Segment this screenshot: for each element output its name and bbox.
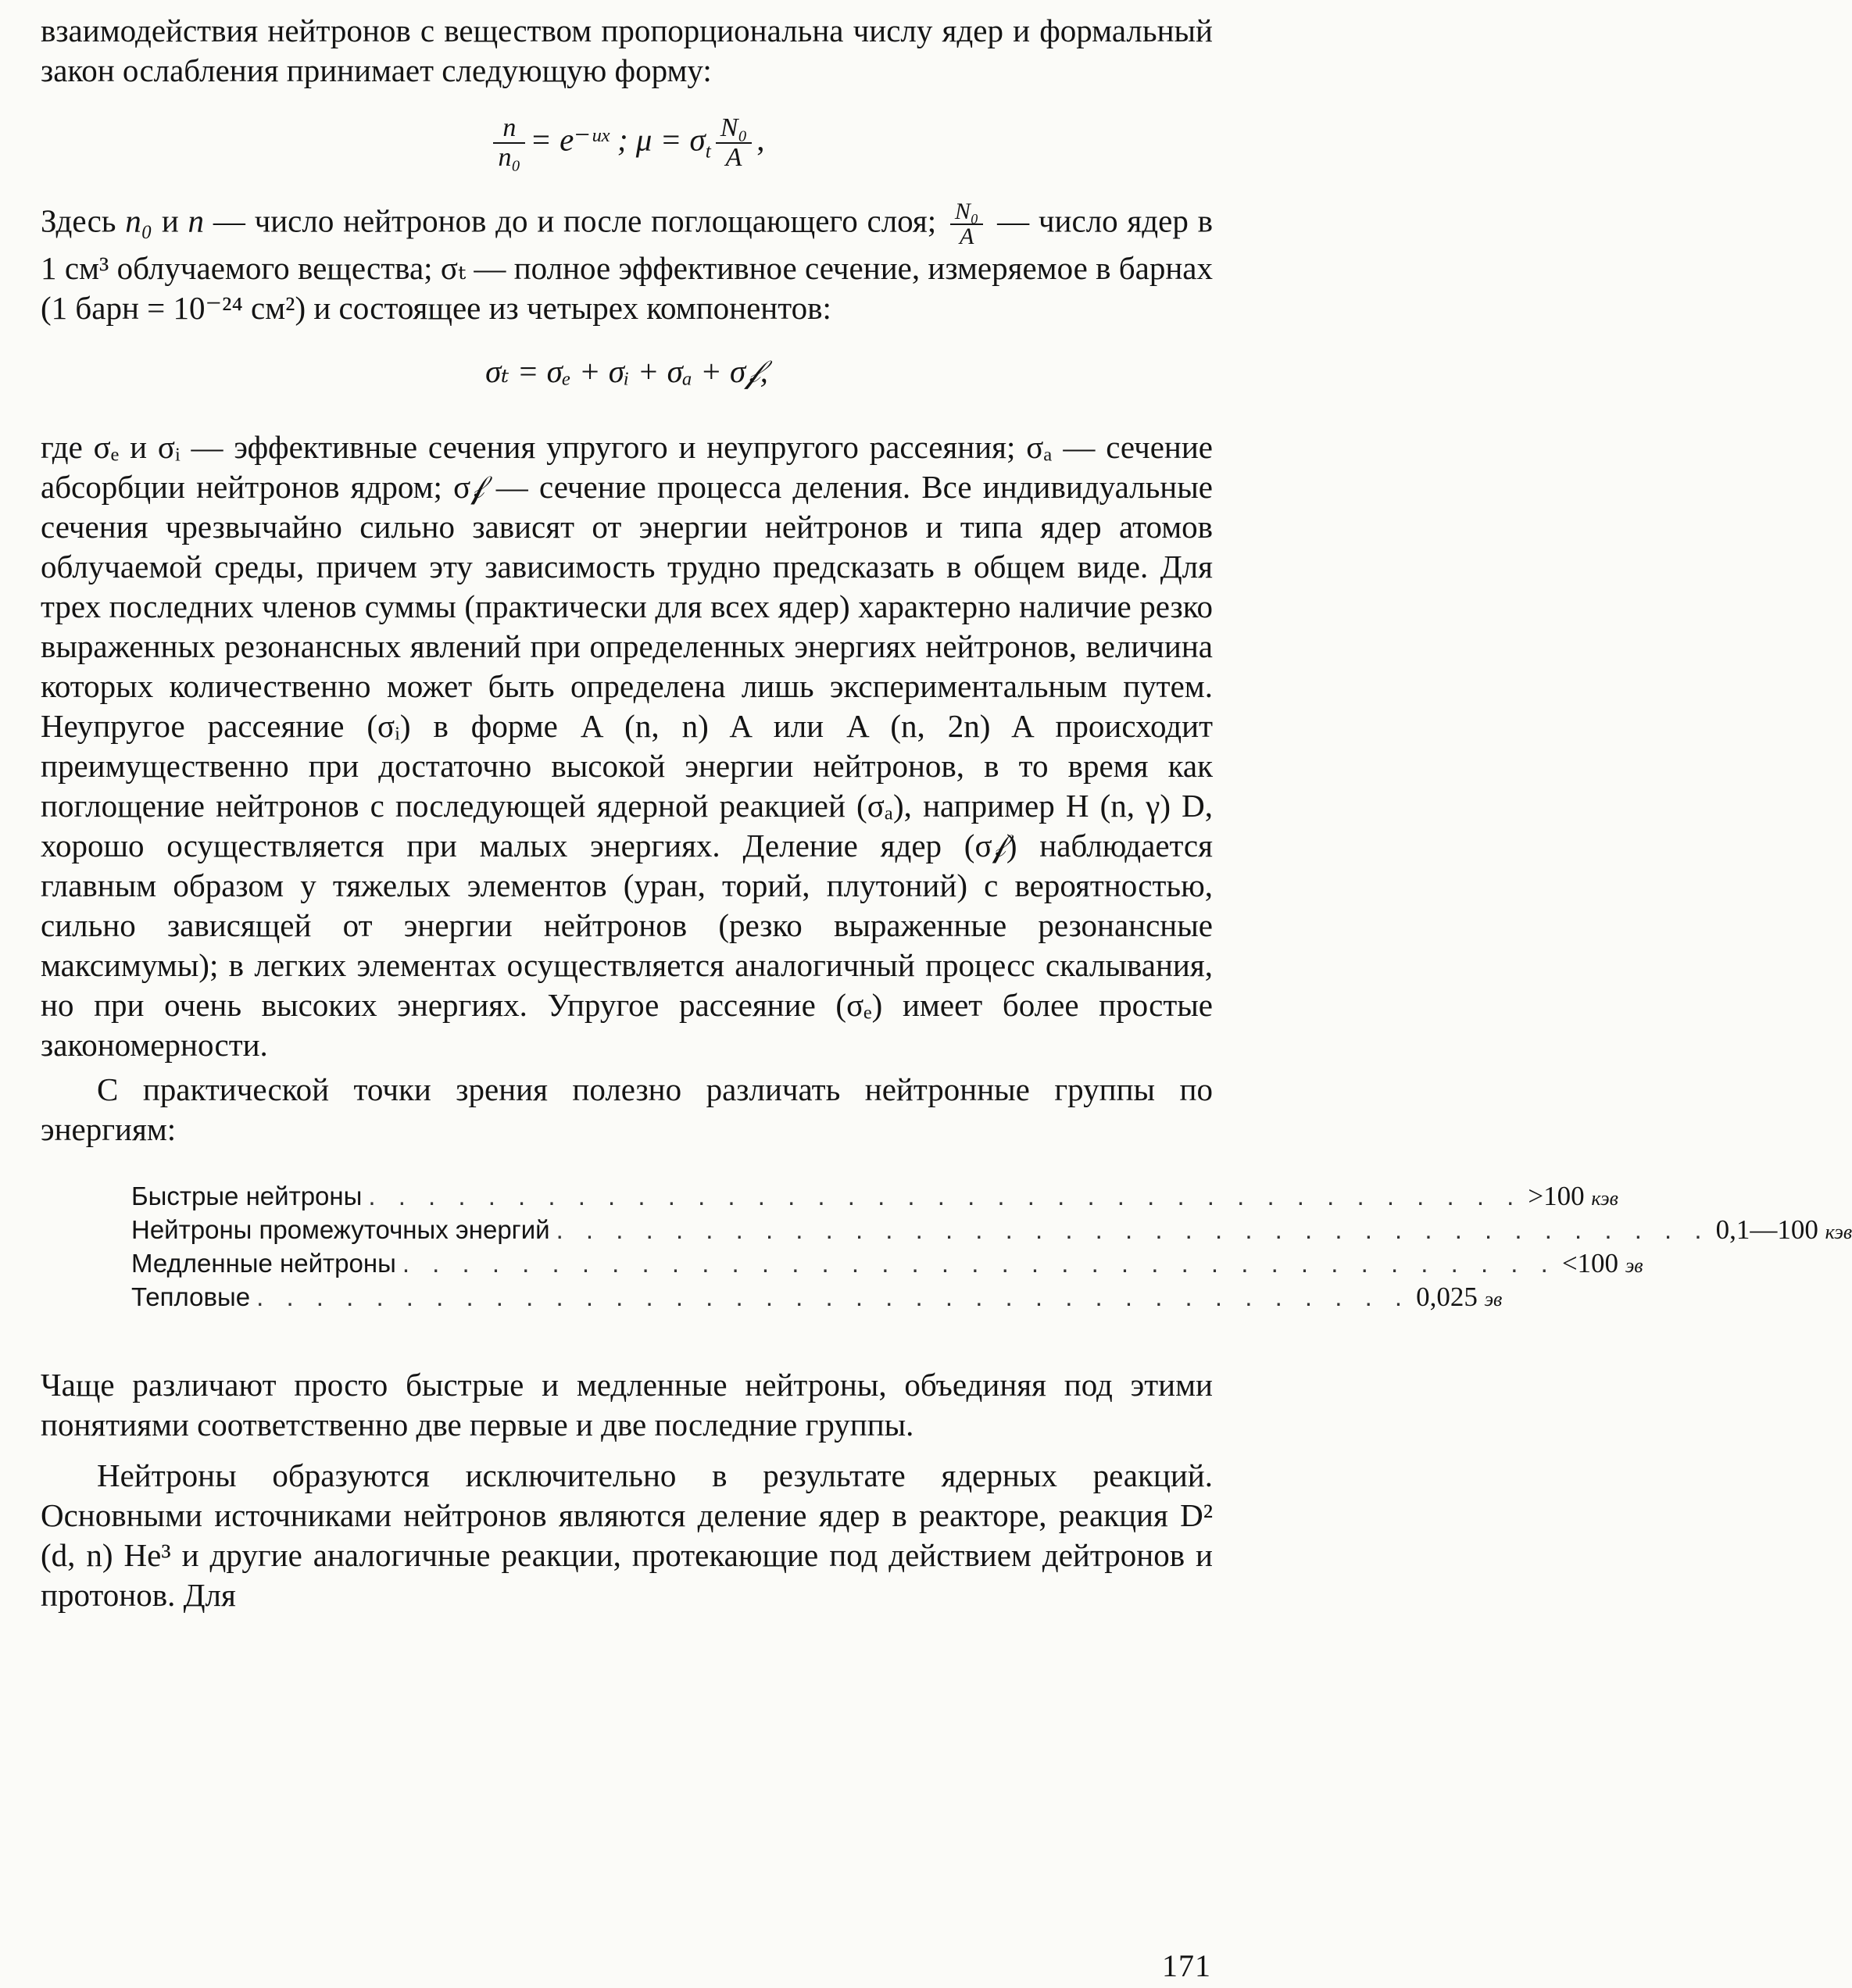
paragraph-4: С практической точки зрения полезно различать нейтронные группы по энергиям: [41,1071,1213,1147]
fraction-denominator: A [959,223,974,249]
text-span: и [152,202,188,239]
page-number: 171 [1162,1948,1211,1983]
paragraph-3: где σₑ и σᵢ — эффективные сечения упругого и неупругого рассеяния; σₐ — сечение абсорбции нейтронов ядром; σ𝒻 — сечение процесса деления. Все индивидуальные сечения чрезвычайно сильно зависят от энергии нейтронов и типа ядер атомов облучаемой среды, причем эту зависимость трудно предсказать в общем виде. Для трех последних членов суммы (практически для всех ядер) характерно наличие резко выраженных резонансных явлений при определенных энергиях нейтронов, величина которых количественно может быть определена лишь экспериментальным путем. Неупругое рассеяние (σᵢ) в форме A (n, n) A или A (n, 2n) A происходит преимущественно при достаточно высокой энергии нейтронов, в то время как поглощение нейтронов с последующей ядерной реакцией (σₐ), например H (n, γ) D, хорошо осуществляется при малых энергиях. Деление ядер (σ𝒻) наблюдается главным образом у тяжелых элементов (уран, торий, плутоний) с вероятностью, сильно зависящей от энергии нейтронов (резко выраженные резонансные максимумы); в легких элементах осуществляется аналогичный процесс скалывания, но при очень высоких энергиях. Упругое рассеяние (σₑ) имеет более простые закономерности. [41,429,1213,1063]
symbol-n: n [188,202,205,239]
value-unit: кэв [1825,1221,1852,1243]
fraction-n-over-n0 [493,114,525,172]
fraction-nq-over-a [716,114,753,172]
symbol-n0: n₀ [125,202,153,239]
fraction-numerator: N₀ [716,114,753,144]
formula-rhs: = e⁻ᵘˣ ; μ = σ [530,121,706,158]
formula-cross-section-sum: σₜ = σₑ + σᵢ + σₐ + σ𝒻, [485,353,768,389]
leader-dots: . . . . . . . . . . . . . . . . . . . . . . . . . . . . . . . . . . . . . . . [256,1282,1410,1311]
formula-sub-t: t [705,140,711,163]
paragraph-6: Нейтроны образуются исключительно в результате ядерных реакций. Основными источниками нейтронов являются деление ядер в реакторе, реакция D² (d, n) He³ и другие аналогичные реакции, протекающие под действием дейтронов и протонов. Для [41,1457,1213,1613]
fraction-denominator: A [725,143,742,172]
formula-tail: , [756,121,765,158]
table-cell-value [1528,1181,1618,1214]
value-unit: эв [1484,1288,1503,1310]
paragraph-5: Чаще различают просто быстрые и медленные нейтроны, объединяя под этими понятиями соответственно две первые и две последние группы. [41,1367,1213,1443]
text-span: — число ядер в 1 см³ облучаемого вещества; σₜ — полное эффективное сечение, измеряемое в барнах (1 барн = 10⁻²⁴ см²) и состоящее из четырех компонентов: [41,202,1213,326]
value-number: <100 [1561,1248,1619,1278]
paragraph-2 [41,200,1213,328]
fraction-numerator: n [493,114,525,144]
text-span: Здесь [41,202,126,239]
table-cell-value [1716,1214,1852,1248]
table-cell-name: Тепловые [131,1282,251,1311]
table-row [131,1214,1852,1248]
paragraph-1: взаимодействия нейтронов с веществом пропорциональна числу ядер и формальный закон ослабления принимает следующую форму: [41,13,1213,88]
table-cell-value [1416,1282,1502,1315]
table-row [131,1282,1503,1315]
table-cell-name: Быстрые нейтроны [131,1182,363,1210]
leader-dots: . . . . . . . . . . . . . . . . . . . . . . . . . . . . . . . . . . . . . . . [556,1215,1710,1244]
page-body [41,11,1852,1615]
table-row [131,1181,1618,1214]
fraction-denominator: n₀ [498,143,521,172]
value-number: >100 [1528,1181,1585,1211]
fraction-numerator: N₀ [950,200,983,225]
text-span: — число нейтронов до и после поглощающего слоя; [204,202,937,239]
leader-dots: . . . . . . . . . . . . . . . . . . . . . . . . . . . . . . . . . . . . . . . [402,1249,1556,1278]
value-unit: эв [1625,1254,1643,1277]
table-cell-name: Медленные нейтроны [131,1249,396,1278]
leader-dots: . . . . . . . . . . . . . . . . . . . . . . . . . . . . . . . . . . . . . . . [368,1182,1522,1210]
fraction-nq-over-a-inline [950,200,983,248]
value-number: 0,025 [1416,1282,1478,1312]
table-cell-value [1562,1248,1643,1282]
table-cell-name: Нейтроны промежуточных энергий [131,1215,550,1244]
table-row [131,1248,1643,1282]
formula-attenuation [41,114,1213,172]
value-unit: кэв [1591,1187,1618,1210]
value-number: 0,1—100 [1715,1214,1818,1245]
energy-groups-table [131,1181,1852,1315]
